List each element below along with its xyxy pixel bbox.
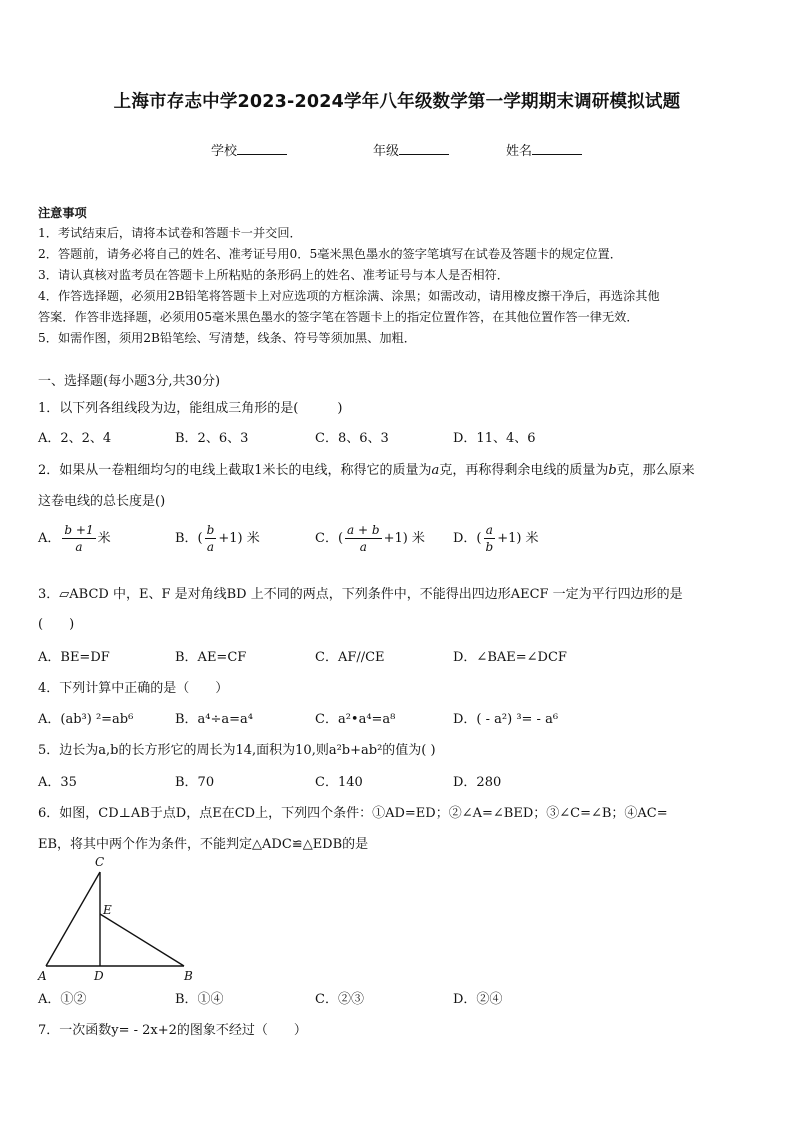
q6-option-b[interactable]: B．①④ [175,992,224,1007]
q6-option-d[interactable]: D．②④ [453,992,503,1007]
question-6-line2: EB，将其中两个作为条件，不能判定△ADC≌△EDB的是 [38,837,369,852]
section-heading: 一、选择题(每小题3分,共30分) [38,374,221,389]
notes-heading: 注意事项 [38,206,87,220]
segment-eb [100,914,184,966]
question-3-line2: ( ) [38,617,75,632]
question-2-line1: 2．如果从一卷粗细均匀的电线上截取1米长的电线，称得它的质量为a克，再称得剩余电线的质量为b克，那么原来 [38,463,695,478]
q6-option-a[interactable]: A．①② [38,992,87,1007]
q4-option-b[interactable]: B．a⁴÷a=a⁴ [175,712,254,727]
q3-option-a[interactable]: A．BE=DF [38,650,110,665]
question-2-line2: 这卷电线的总长度是() [38,494,166,509]
q4-option-c[interactable]: C．a²•a⁴=a⁸ [315,712,396,727]
note-item: 2．答题前，请务必将自己的姓名、准考证号用0．5毫米黑色墨水的签字笔填写在试卷及答题卡的规定位置． [38,247,622,261]
segment-ac [46,872,100,966]
question-4-stem: 4．下列计算中正确的是（ ） [38,681,229,696]
school-label: 学校 [211,144,238,159]
q4-option-a[interactable]: A．(ab³) ²=ab⁶ [38,712,134,727]
note-item: 3．请认真核对监考员在答题卡上所粘贴的条形码上的姓名、准考证号与本人是否相符． [38,268,509,282]
question-6-line1: 6．如图，CD⊥AB于点D，点E在CD上，下列四个条件：①AD=ED；②∠A=∠BED；③∠C=∠B；④AC= [38,806,668,821]
grade-label: 年级 [373,144,400,159]
label-c: C [95,855,105,869]
q5-option-b[interactable]: B．70 [175,775,215,790]
q2-option-a[interactable]: A． $\frac{b +1}{a}$ 米 [38,523,111,554]
question-3-line1: 3．▱ABCD 中，E、F 是对角线BD 上不同的两点，下列条件中，不能得出四边形AECF 一定为平行四边形的是 [38,587,683,602]
name-field[interactable] [506,140,582,159]
q4-option-d[interactable]: D．( - a²) ³= - a⁶ [453,712,559,727]
q5-option-a[interactable]: A．35 [38,775,77,790]
q2-option-b[interactable]: B．( $\frac{b}{a}$ +1) 米 [175,523,260,554]
label-b: B [184,969,193,983]
school-field[interactable] [211,140,287,159]
q6-option-c[interactable]: C．②③ [315,992,364,1007]
triangle-figure [34,852,204,984]
label-e: E [103,903,112,917]
q2-option-c[interactable]: C．( $\frac{a + b}{a}$ +1) 米 [315,523,425,554]
note-item: 答案．作答非选择题，必须用05毫米黑色墨水的签字笔在答题卡上的指定位置作答，在其他位置作答一律无效． [38,310,639,324]
note-item: 1．考试结束后，请将本试卷和答题卡一并交回． [38,226,302,240]
q1-option-d[interactable]: D．11、4、6 [453,431,536,446]
q3-option-c[interactable]: C．AF//CE [315,650,385,665]
q1-option-a[interactable]: A．2、2、4 [38,431,112,446]
name-label: 姓名 [506,144,533,159]
q3-option-b[interactable]: B．AE=CF [175,650,247,665]
note-item: 4．作答选择题，必须用2B铅笔将答题卡上对应选项的方框涂满、涂黑；如需改动，请用橡皮擦干净后，再选涂其他 [38,289,660,303]
label-d: D [94,969,104,983]
question-1-stem: 1．以下列各组线段为边，能组成三角形的是( ) [38,401,343,416]
q3-option-d[interactable]: D．∠BAE=∠DCF [453,650,567,665]
q1-option-b[interactable]: B．2、6、3 [175,431,249,446]
question-5-stem: 5．边长为a,b的长方形它的周长为14,面积为10,则a²b+ab²的值为( ) [38,743,436,758]
label-a: A [38,969,47,983]
note-item: 5．如需作图，须用2B铅笔绘、写清楚，线条、符号等须加黑、加粗． [38,331,416,345]
q1-option-c[interactable]: C．8、6、3 [315,431,389,446]
q5-option-c[interactable]: C．140 [315,775,363,790]
q2-option-d[interactable]: D．( $\frac{a}{b}$ +1) 米 [453,523,539,554]
q5-option-d[interactable]: D．280 [453,775,502,790]
grade-field[interactable] [373,140,449,159]
page-title: 上海市存志中学2023-2024学年八年级数学第一学期期末调研模拟试题 [113,92,681,112]
question-7-stem: 7．一次函数y= - 2x+2的图象不经过（ ） [38,1023,307,1038]
